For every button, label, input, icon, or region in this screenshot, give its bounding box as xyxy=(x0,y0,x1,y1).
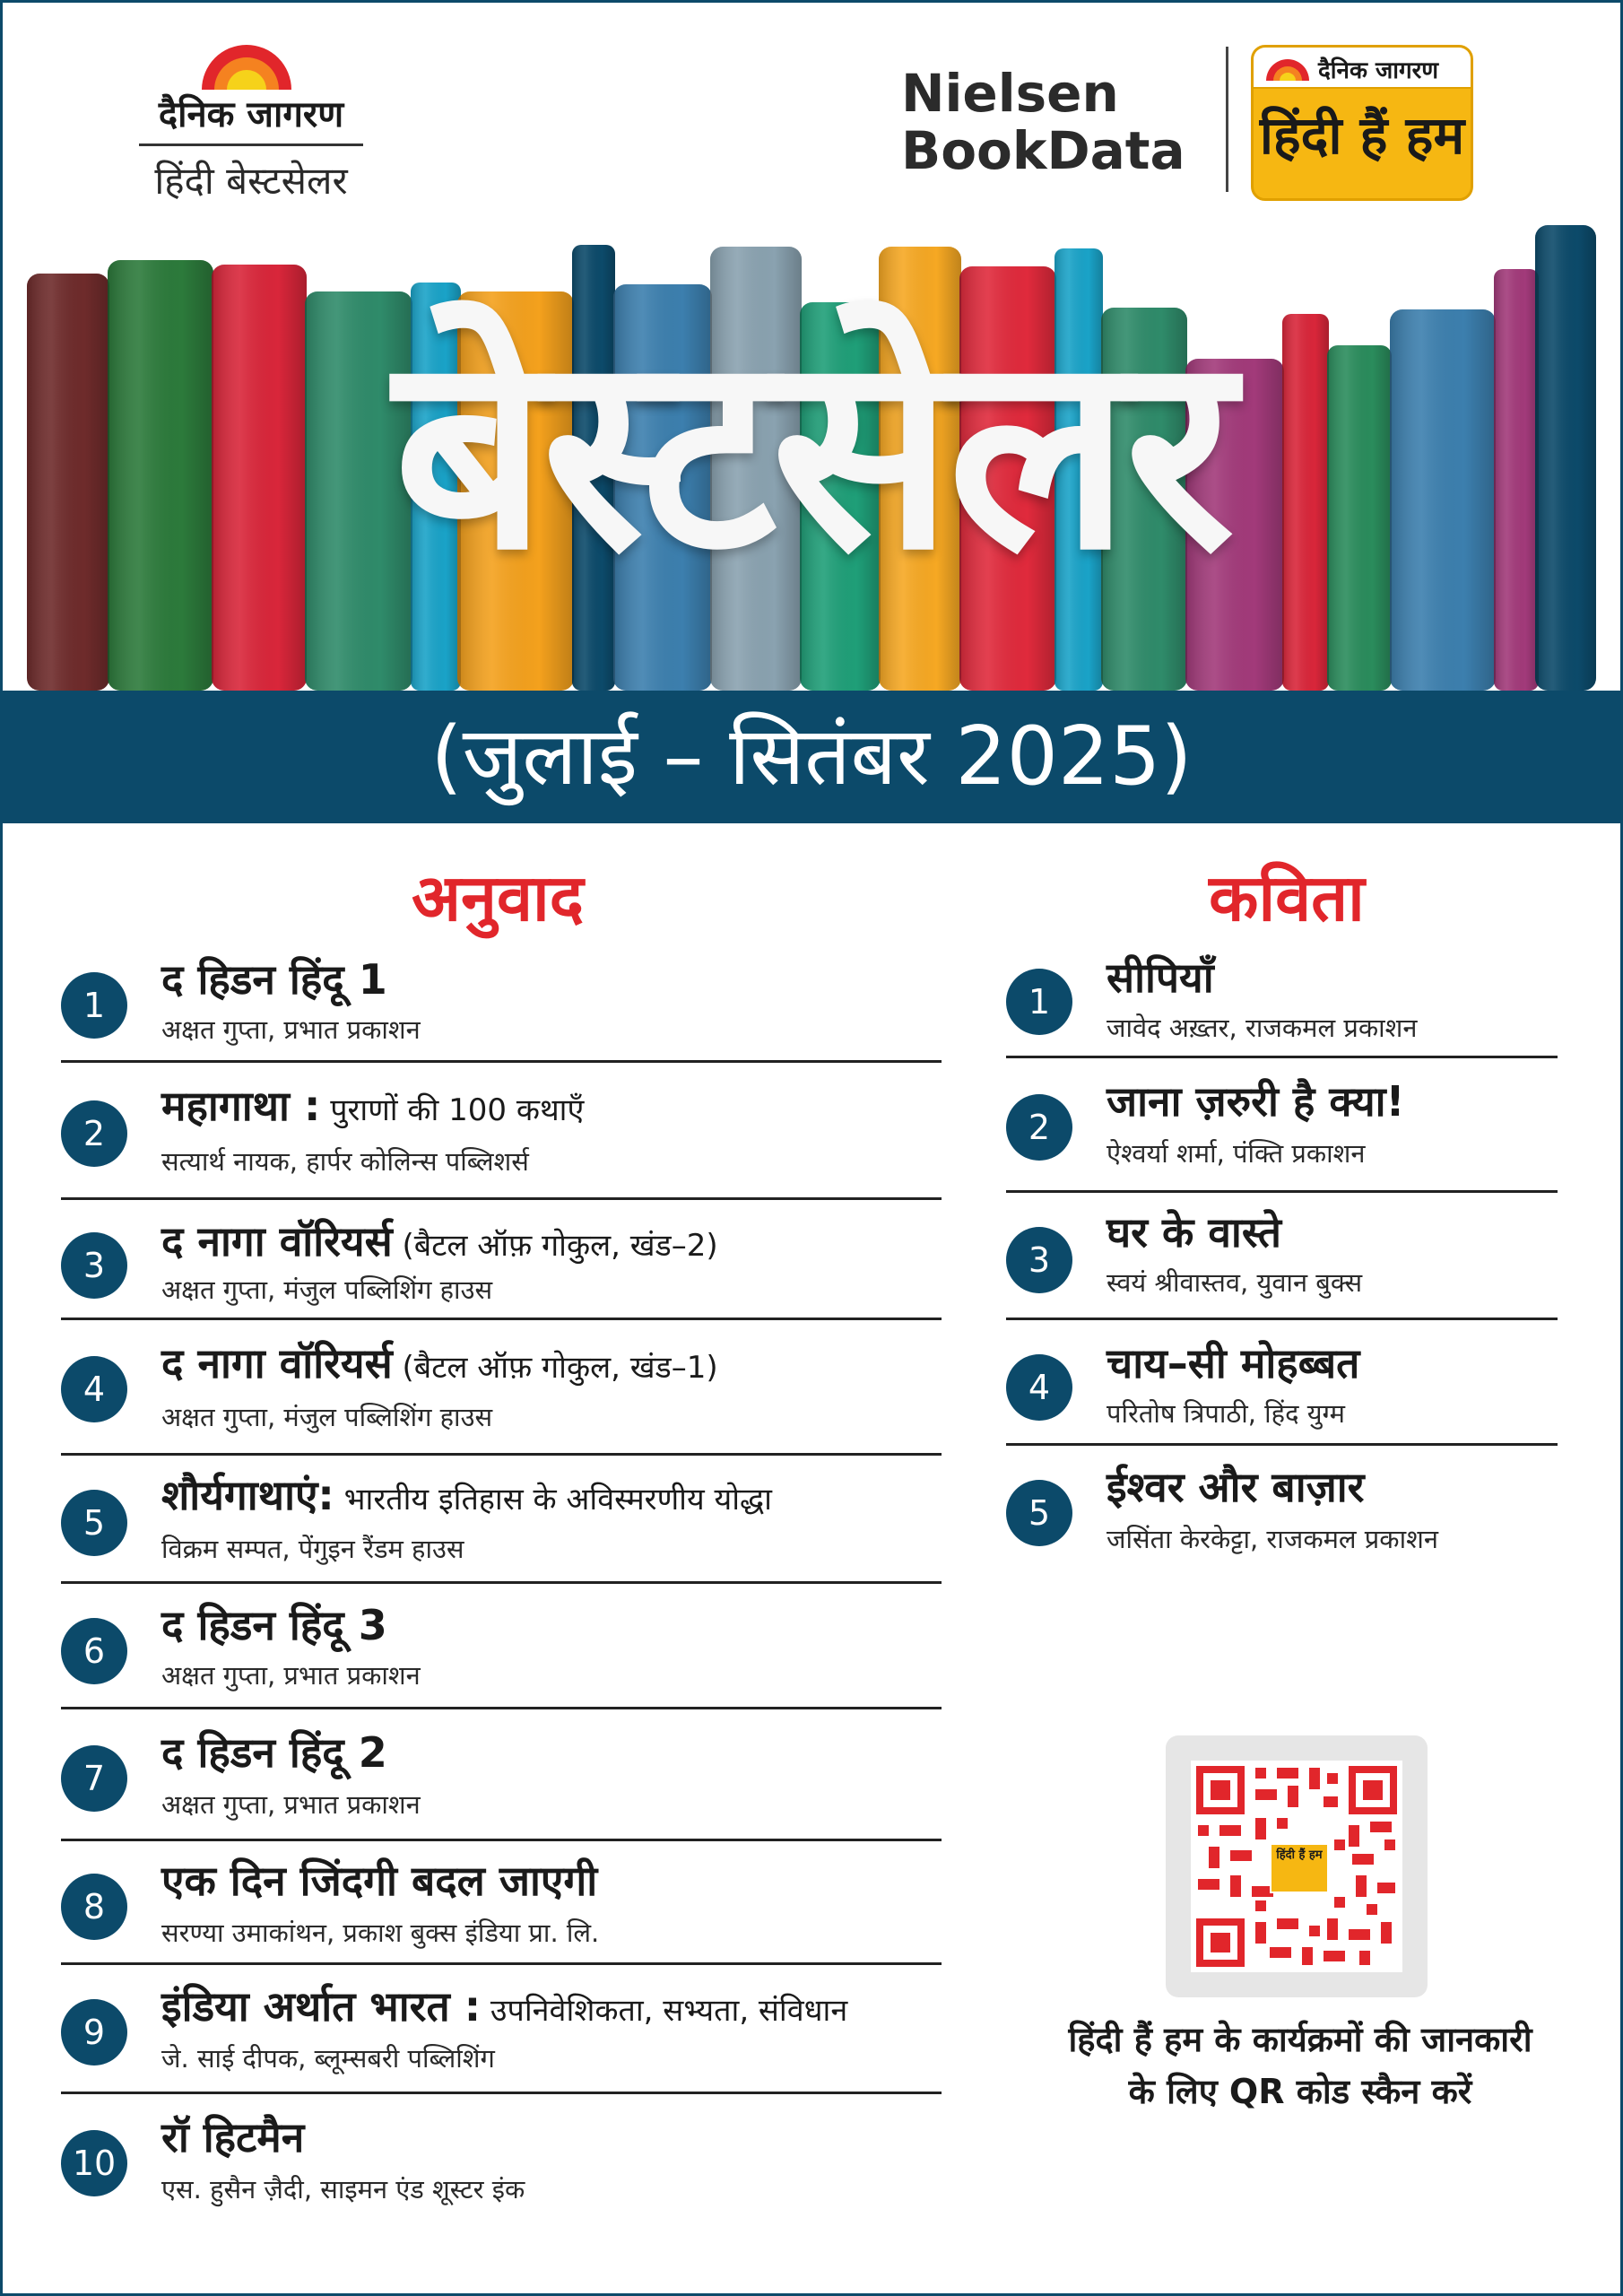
rising-sun-icon xyxy=(1264,55,1311,82)
book-author-publisher: अक्षत गुप्ता, मंजुल पब्लिशिंग हाउस xyxy=(161,1274,493,1305)
anuvad-list xyxy=(61,942,942,2220)
book-title: ईश्वर और बाज़ार xyxy=(1107,1463,1365,1511)
list-item xyxy=(1006,1058,1558,1193)
rank-badge: 3 xyxy=(61,1232,127,1299)
dainik-jagran-logo xyxy=(135,29,368,217)
book-title: द नागा वॉरियर्स (बैटल ऑफ़ गोकुल, खंड–1) xyxy=(161,1339,718,1387)
rank-badge: 1 xyxy=(61,972,127,1039)
book-author-publisher: अक्षत गुप्ता, मंजुल पब्लिशिंग हाउस xyxy=(161,1402,493,1432)
list-item xyxy=(1006,942,1558,1058)
book-author-publisher: ऐश्वर्या शर्मा, पंक्ति प्रकाशन xyxy=(1107,1138,1366,1169)
list-item xyxy=(61,2094,942,2220)
rank-badge: 2 xyxy=(1006,1094,1072,1161)
book-title: शौर्यगाथाएं: भारतीय इतिहास के अविस्मरणीय योद्धा xyxy=(161,1471,772,1519)
book-author-publisher: अक्षत गुप्ता, प्रभात प्रकाशन xyxy=(161,1660,421,1691)
rank-badge: 10 xyxy=(61,2130,127,2196)
book-title: चाय–सी मोहब्बत xyxy=(1107,1339,1360,1387)
book-title: सीपियाँ xyxy=(1107,953,1214,1002)
qr-caption-line1: हिंदी हैं हम के कार्यक्रमों की जानकारी xyxy=(1068,2020,1532,2059)
list-item xyxy=(61,1320,942,1456)
list-item xyxy=(61,1584,942,1709)
rank-badge: 9 xyxy=(61,1999,127,2066)
badge-top-strip xyxy=(1254,48,1471,89)
kavita-heading: कविता xyxy=(1209,860,1365,935)
qr-code-card[interactable] xyxy=(1166,1735,1428,1997)
book-author-publisher: जावेद अख़्तर, राजकमल प्रकाशन xyxy=(1107,1013,1418,1043)
qr-caption xyxy=(986,2013,1614,2118)
kavita-list xyxy=(1006,942,1558,1580)
qr-caption-line2: के लिए QR कोड स्कैन करें xyxy=(1128,2072,1472,2111)
list-item xyxy=(1006,1446,1558,1580)
header-divider xyxy=(1226,47,1228,192)
book-title: द हिडन हिंदू 1 xyxy=(161,955,387,1004)
nielsen-line2: BookData xyxy=(901,120,1185,181)
period-text: (जुलाई – सितंबर 2025) xyxy=(430,709,1193,804)
rank-badge: 3 xyxy=(1006,1227,1072,1293)
book-title: जाना ज़रुरी है क्या! xyxy=(1107,1077,1405,1126)
rank-badge: 8 xyxy=(61,1874,127,1940)
nielsen-line1: Nielsen xyxy=(901,63,1119,124)
book-author-publisher: अक्षत गुप्ता, प्रभात प्रकाशन xyxy=(161,1789,421,1820)
jagran-subtitle: हिंदी बेस्टसेलर xyxy=(154,159,348,203)
list-item xyxy=(61,1965,942,2094)
rank-badge: 6 xyxy=(61,1618,127,1684)
list-item xyxy=(61,942,942,1063)
list-item xyxy=(61,1200,942,1320)
book-title: द नागा वॉरियर्स (बैटल ऑफ़ गोकुल, खंड–2) xyxy=(161,1217,718,1265)
book-author-publisher: अक्षत गुप्ता, प्रभात प्रकाशन xyxy=(161,1014,421,1045)
logo-divider xyxy=(139,144,363,146)
book-title: एक दिन जिंदगी बदल जाएगी xyxy=(161,1857,598,1905)
rank-badge: 5 xyxy=(61,1490,127,1556)
hero-title: बेस्टसेलर xyxy=(393,296,1230,609)
book-author-publisher: स्वयं श्रीवास्तव, युवान बुक्स xyxy=(1107,1267,1363,1298)
rank-badge: 4 xyxy=(1006,1354,1072,1421)
list-item xyxy=(61,1841,942,1965)
list-item xyxy=(1006,1320,1558,1446)
list-item xyxy=(61,1709,942,1841)
book-author-publisher: सत्यार्थ नायक, हार्पर कोलिन्स पब्लिशर्स xyxy=(161,1146,529,1177)
rising-sun-icon xyxy=(193,29,300,91)
rank-badge: 7 xyxy=(61,1745,127,1812)
list-item xyxy=(1006,1193,1558,1320)
rank-badge: 2 xyxy=(61,1100,127,1167)
book-title: रॉ हिटमैन xyxy=(161,2113,305,2161)
anuvad-heading: अनुवाद xyxy=(412,860,584,935)
period-banner xyxy=(0,691,1623,823)
rank-badge: 4 xyxy=(61,1356,127,1422)
list-item xyxy=(61,1063,942,1200)
book-author-publisher: विक्रम सम्पत, पेंगुइन रैंडम हाउस xyxy=(161,1534,464,1564)
qr-center-badge: हिंदी हैं हम xyxy=(1270,1843,1329,1893)
badge-top-name: दैनिक जागरण xyxy=(1318,57,1439,84)
nielsen-bookdata-logo xyxy=(901,65,1215,179)
bookshelf-hero xyxy=(0,220,1623,691)
book-author-publisher: एस. हुसैन ज़ैदी, साइमन एंड शूस्टर इंक xyxy=(161,2174,525,2205)
book-author-publisher: परितोष त्रिपाठी, हिंद युग्म xyxy=(1107,1398,1346,1429)
rank-badge: 5 xyxy=(1006,1480,1072,1546)
book-author-publisher: जे. साई दीपक, ब्लूम्सबरी पब्लिशिंग xyxy=(161,2043,495,2074)
book-title: इंडिया अर्थात भारत : उपनिवेशिकता, सभ्यता, संविधान xyxy=(161,1982,848,2031)
book-author-publisher: जसिंता केरकेट्टा, राजकमल प्रकाशन xyxy=(1107,1524,1438,1554)
book-title: द हिडन हिंदू 2 xyxy=(161,1728,387,1777)
book-title: द हिडन हिंदू 3 xyxy=(161,1601,387,1649)
book-title: घर के वास्ते xyxy=(1107,1208,1281,1257)
rank-badge: 1 xyxy=(1006,969,1072,1035)
book-author-publisher: सरण्या उमाकांथन, प्रकाश बुक्स इंडिया प्रा. लि. xyxy=(161,1918,600,1948)
hindi-hain-hum-badge xyxy=(1251,45,1473,201)
badge-title: हिंदी हैं हम xyxy=(1259,105,1465,166)
list-item xyxy=(61,1456,942,1584)
jagran-name: दैनिक जागरण xyxy=(158,94,344,135)
book-title: महागाथा : पुराणों की 100 कथाएँ xyxy=(161,1082,585,1130)
